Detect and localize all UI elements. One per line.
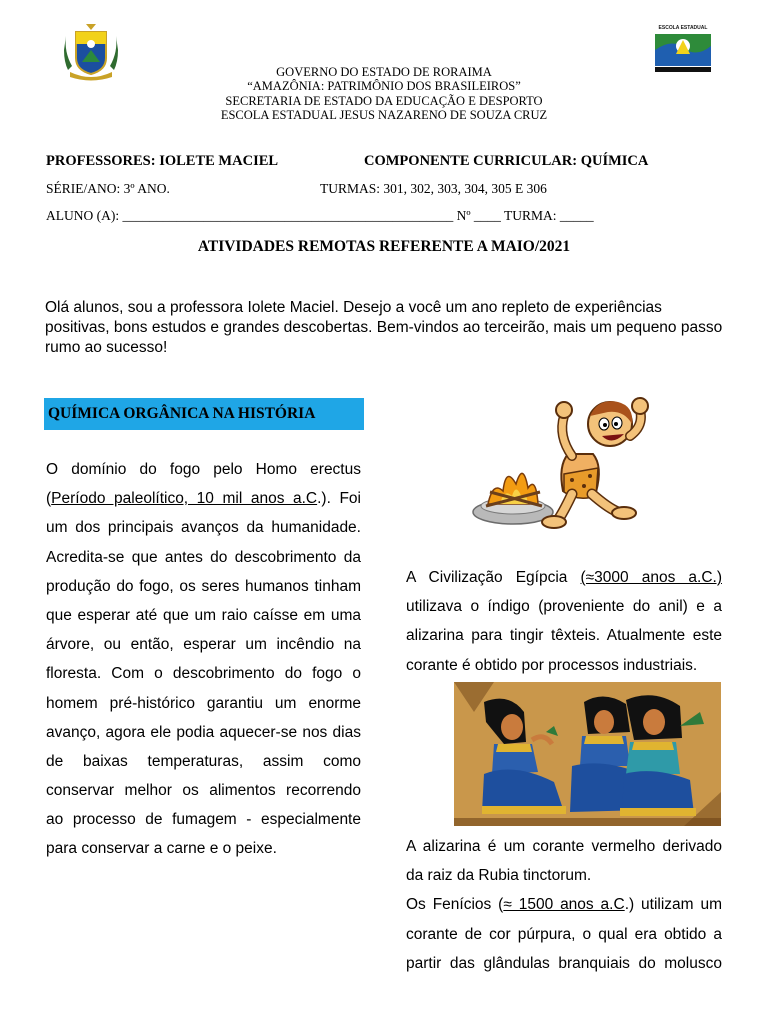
fire-line: para conservar a carne e o peixe. <box>46 840 277 858</box>
fire-line: de baixas temperaturas, assim como <box>46 752 361 770</box>
fire-line: homem pré-histórico garantiu um enorme <box>46 694 361 712</box>
fire-line: floresta. Com o descobrimento do fogo o <box>46 665 361 683</box>
fire-line: avanço, agora ele podia aquecer-se nos dias <box>46 723 361 741</box>
alizarin-line: da raiz da Rubia tinctorum. <box>406 867 592 885</box>
fire-line: produção do fogo, os seres humanos tinham <box>46 577 361 595</box>
egypt-line: corante é obtido por processos industriais. <box>406 656 698 674</box>
egyptian-painting-image <box>454 682 721 826</box>
phoenician-line: corante de cor púrpura, o qual era obtido a <box>406 925 722 943</box>
header-line-school: ESCOLA ESTADUAL JESUS NAZARENO DE SOUZA CRUZ <box>220 108 548 122</box>
fire-line: um dos principais avanços da humanidade. <box>46 519 361 537</box>
fire-paragraph <box>46 455 361 864</box>
caveman-fire-illustration <box>468 396 658 532</box>
alizarin-paragraph <box>406 832 722 978</box>
fire-line: Acredita-se que antes do descobrimento da <box>46 548 361 566</box>
egypt-line: utilizava o índigo (proveniente do anil) e a <box>406 598 722 616</box>
phoenician-line: partir das glândulas branquiais do molusco <box>406 954 722 972</box>
egypt-line: A Civilização Egípcia (≈3000 anos a.C.) <box>406 569 722 586</box>
header-line-government: GOVERNO DO ESTADO DE RORAIMA <box>276 65 492 79</box>
school-logo-text: ESCOLA ESTADUAL <box>658 25 708 31</box>
professores-label: PROFESSORES: IOLETE MACIEL <box>46 153 279 169</box>
fire-line: conservar melhor os alimentos recorrendo <box>46 782 361 800</box>
intro-paragraph: Olá alunos, sou a professora Iolete Maciel. Desejo a você um ano repleto de experiências positivas, bons estudos e grandes descobertas. Bem-vindos ao terceirão, mais um pequeno passo rumo ao sucesso! <box>45 299 723 356</box>
fire-line: árvore, ou então, esperar um incêndio na <box>46 636 361 654</box>
header-line-motto: “AMAZÔNIA: PATRIMÔNIO DOS BRASILEIROS” <box>247 79 521 93</box>
fire-line: (Período paleolítico, 10 mil anos a.C.). Foi <box>46 490 361 508</box>
componente-label: COMPONENTE CURRICULAR: QUÍMICA <box>364 153 649 169</box>
egypt-paragraph <box>406 563 722 680</box>
page-title: ATIVIDADES REMOTAS REFERENTE A MAIO/2021 <box>197 238 571 255</box>
aluno-field[interactable]: ALUNO (A): _________________________________________________ Nº ____ TURMA: _____ <box>46 208 594 223</box>
fire-line: ao processo de fumagem - especialmente <box>46 811 361 829</box>
phoenician-line: Os Fenícios (≈ 1500 anos a.C.) utilizam um <box>406 896 722 914</box>
header-line-secretariat: SECRETARIA DE ESTADO DA EDUCAÇÃO E DESPORTO <box>225 94 543 108</box>
section-title: QUÍMICA ORGÂNICA NA HISTÓRIA <box>44 398 364 430</box>
fire-line: que esperar até que um raio caísse em uma <box>46 606 361 624</box>
turmas-label: TURMAS: 301, 302, 303, 304, 305 E 306 <box>320 181 547 196</box>
fire-line: O domínio do fogo pelo Homo erectus <box>46 461 361 478</box>
alizarin-line: A alizarina é um corante vermelho derivado <box>406 838 722 855</box>
serie-label: SÉRIE/ANO: 3º ANO. <box>46 181 170 196</box>
egypt-line: alizarina para tingir têxteis. Atualmente este <box>406 627 722 645</box>
